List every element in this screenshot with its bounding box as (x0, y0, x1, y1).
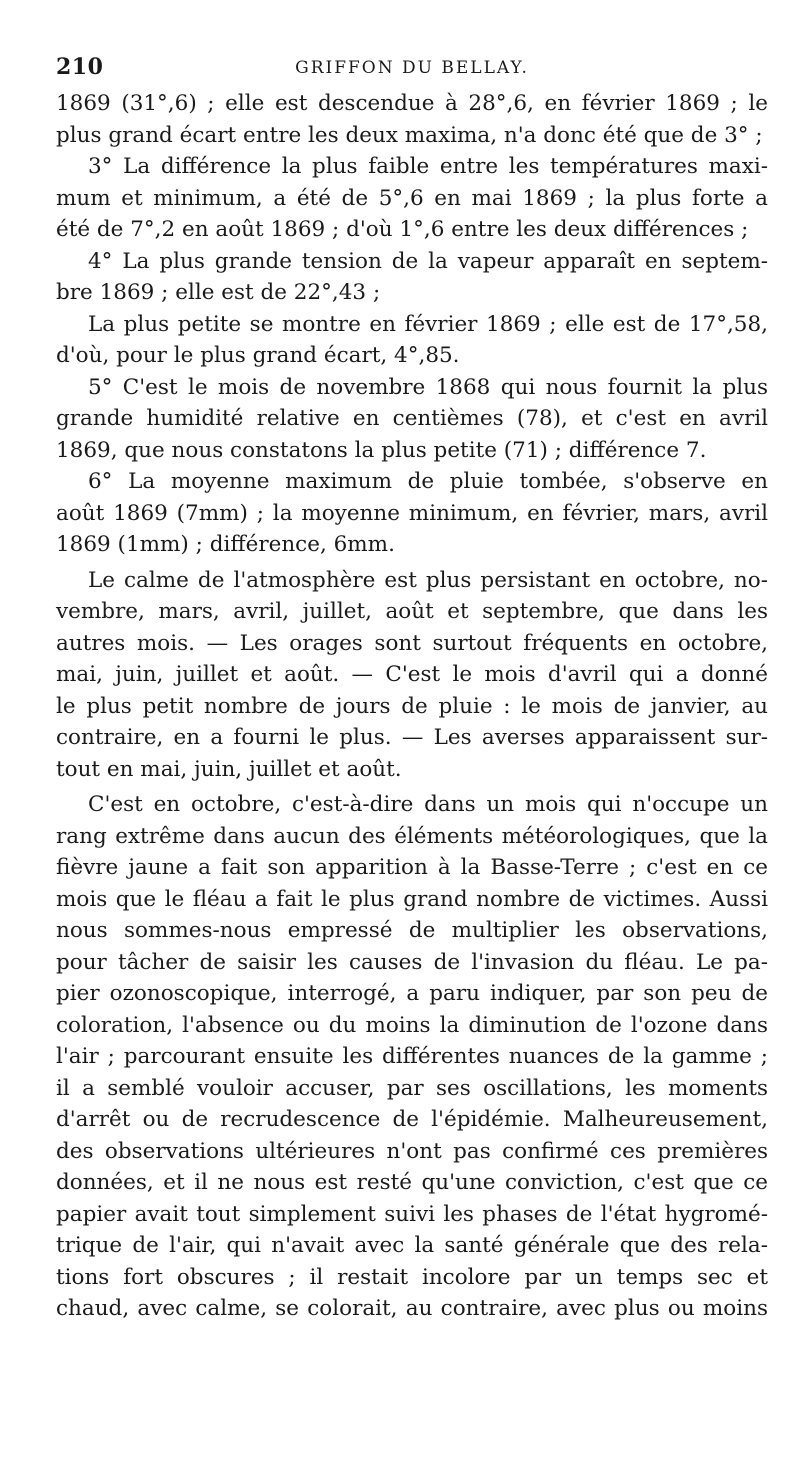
text-line: coloration, l'absence ou du moins la diminution de l'ozone dans (56, 1012, 768, 1038)
text-line: pour tâcher de saisir les causes de l'invasion du fléau. Le pa- (56, 949, 768, 975)
text-line: été de 7°,2 en août 1869 ; d'où 1°,6 entre les deux différences ; (56, 217, 749, 242)
text-line: trique de l'air, qui n'avait avec la santé générale que des rela- (56, 1233, 768, 1258)
text-line: fièvre jaune a fait son apparition à la Basse-Terre ; c'est en ce (56, 855, 768, 880)
text-line: contraire, en a fourni le plus. — Les averses apparaissent sur- (56, 725, 768, 750)
text-line: 1869 (31°,6) ; elle est descendue à 28°,6, en février 1869 ; le (56, 91, 768, 116)
text-line: Le calme de l'atmosphère est plus persistant en octobre, no- (88, 567, 768, 593)
paragraph (56, 246, 768, 309)
text-line: 5° C'est le mois de novembre 1868 qui nous fournit la plus (88, 374, 768, 400)
text-line: C'est en octobre, c'est-à-dire dans un mois qui n'occupe un (88, 792, 768, 817)
text-line: l'air ; parcourant ensuite les différentes nuances de la gamme ; (56, 1044, 768, 1069)
text-line: mai, juin, juillet et août. — C'est le mois d'avril qui a donné (56, 662, 768, 687)
text-line: papier avait tout simplement suivi les phases de l'état hygromé- (56, 1201, 768, 1227)
running-head: GRIFFON DU BELLAY. (295, 58, 529, 78)
text-line: nous sommes-nous empressé de multiplier les observations, (56, 918, 768, 943)
text-line: 1869, que nous constatons la plus petite (71) ; différence 7. (56, 437, 707, 463)
text-line: vembre, mars, avril, juillet, août et septembre, que dans les (56, 599, 768, 624)
paragraph (56, 151, 768, 246)
text-line: des observations ultérieures n'ont pas confirmé ces premières (56, 1138, 768, 1164)
text-line: d'où, pour le plus grand écart, 4°,85. (56, 343, 460, 368)
text-line: août 1869 (7mm) ; la moyenne minimum, en février, mars, avril (56, 500, 768, 526)
text-line: 1869 (1mm) ; différence, 6mm. (56, 532, 395, 557)
text-line: bre 1869 ; elle est de 22°,43 ; (56, 280, 381, 305)
text-line: grande humidité relative en centièmes (78), et c'est en avril (56, 406, 768, 431)
text-line: 3° La différence la plus faible entre les températures maxi- (88, 154, 768, 179)
text-line: chaud, avec calme, se colorait, au contraire, avec plus ou moins (56, 1296, 768, 1321)
text-line: le plus petit nombre de jours de pluie : le mois de janvier, au (56, 693, 768, 719)
page-header (56, 54, 768, 88)
paragraph (56, 88, 768, 151)
text-line: mum et minimum, a été de 5°,6 en mai 1869 ; la plus forte a (56, 185, 768, 211)
text-line: tout en mai, juin, juillet et août. (56, 756, 402, 782)
text-line: 6° La moyenne maximum de pluie tombée, s'observe en (88, 469, 768, 494)
text-line: plus grand écart entre les deux maxima, n'a donc été que de 3° ; (56, 122, 763, 148)
paragraph (56, 789, 768, 1325)
text-line: autres mois. — Les orages sont surtout fréquents en octobre, (56, 630, 768, 656)
text-line: rang extrême dans aucun des éléments météorologiques, que la (56, 823, 768, 849)
text-line: tions fort obscures ; il restait incolore par un temps sec et (56, 1264, 768, 1290)
text-line: il a semblé vouloir accuser, par ses oscillations, les moments (56, 1075, 768, 1101)
paragraph (56, 309, 768, 372)
paragraph (56, 466, 768, 561)
text-line: 4° La plus grande tension de la vapeur apparaît en septem- (88, 248, 768, 274)
text-line: données, et il ne nous est resté qu'une conviction, c'est que ce (56, 1170, 768, 1195)
paragraph (56, 565, 768, 786)
page-number: 210 (56, 54, 104, 80)
body-text (56, 88, 768, 1325)
paragraph (56, 372, 768, 467)
text-line: La plus petite se montre en février 1869 ; elle est de 17°,58, (88, 311, 768, 337)
text-line: d'arrêt ou de recrudescence de l'épidémie. Malheureusement, (56, 1107, 768, 1132)
text-line: mois que le fléau a fait le plus grand nombre de victimes. Aussi (56, 886, 768, 912)
text-line: pier ozonoscopique, interrogé, a paru indiquer, par son peu de (56, 981, 768, 1006)
